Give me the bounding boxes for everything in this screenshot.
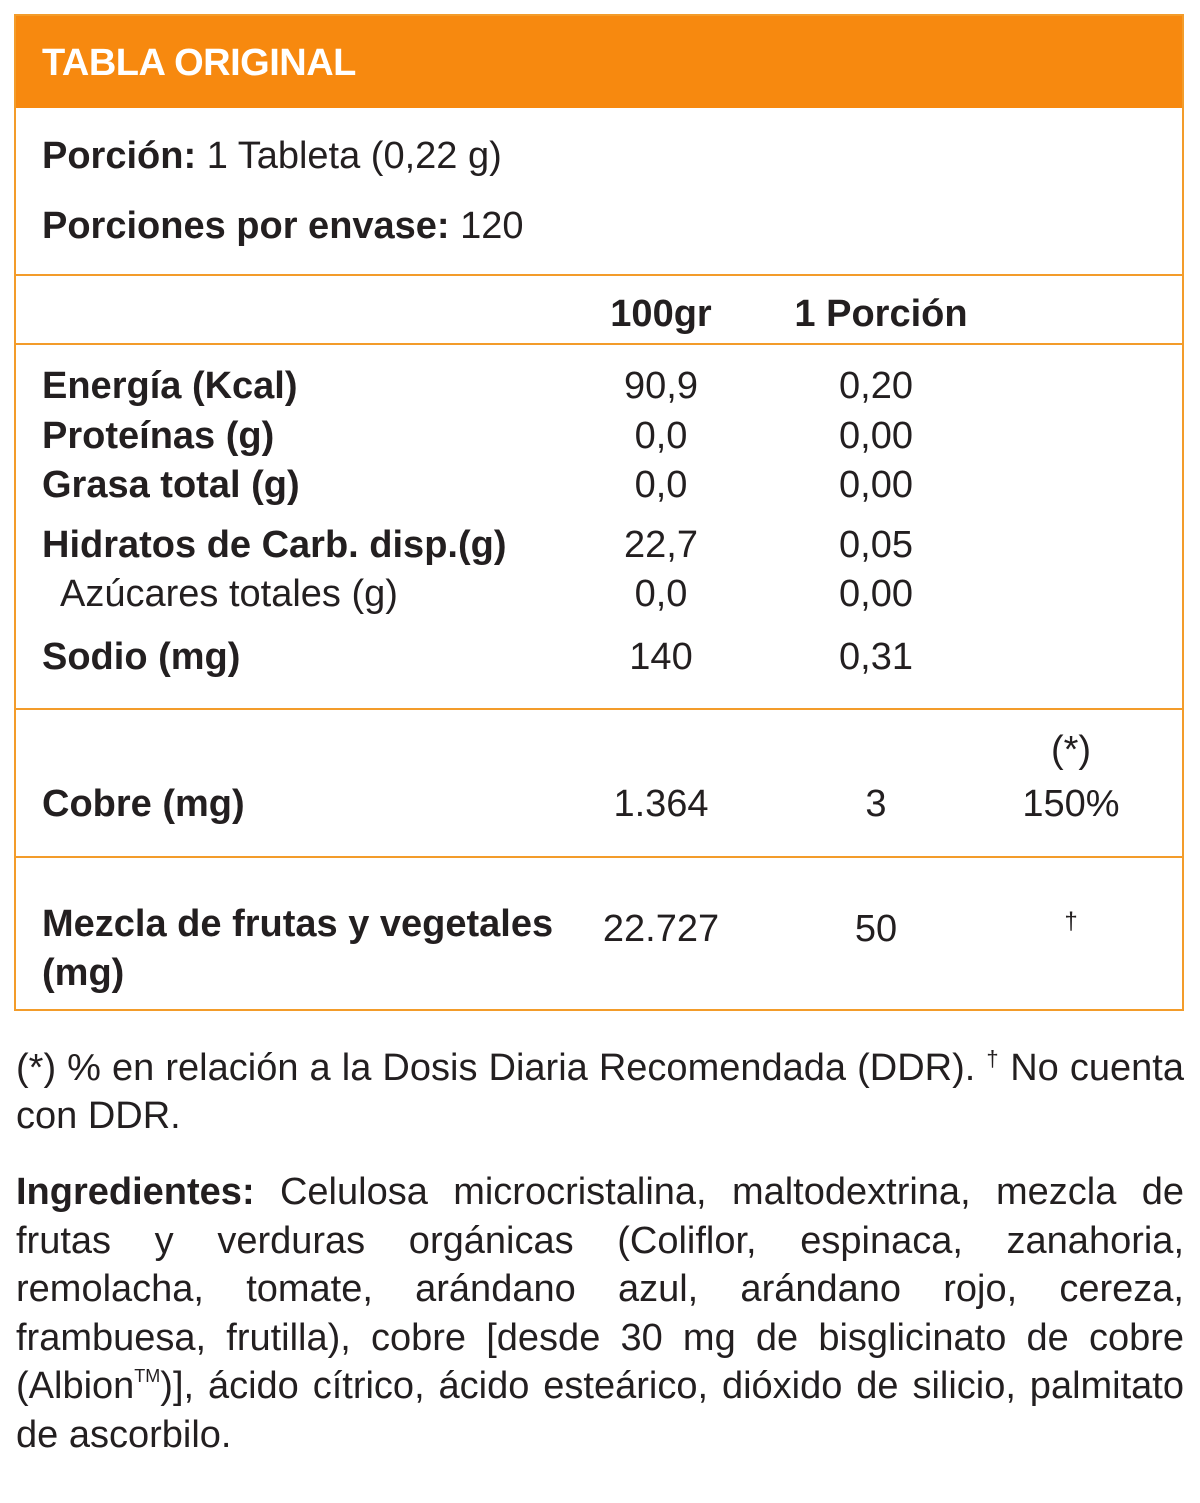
nutrient-per-100: 0,0 [634, 573, 688, 615]
nutrient-per-portion: 0,31 [839, 636, 913, 678]
mineral-ddr-percent: 150% [1022, 783, 1120, 825]
blend-per-100: 22.727 [602, 908, 720, 950]
nutrient-per-portion: 0,00 [839, 415, 913, 457]
divider [16, 343, 1182, 345]
servings-value: 120 [460, 205, 524, 247]
mineral-per-portion: 3 [865, 783, 887, 825]
nutrition-table [14, 14, 1184, 1011]
divider [16, 708, 1182, 710]
nutrient-per-100: 22,7 [624, 524, 698, 566]
servings-label: Porciones por envase: [42, 205, 450, 247]
nutrient-per-100: 0,0 [634, 464, 688, 506]
ingredients-text-1: Celulosa microcristalina, maltodextrina, mezcla de frutas y verduras orgánicas (Coliflor, espinaca, zanahoria, remolacha, tomate, arándano azul, arándano rojo, cereza, frambuesa, frutilla), cobre [desde 30 mg de bisglicinato de cobre (Albion [16, 1171, 1184, 1407]
ingredients-text-2: )], ácido cítrico, ácido esteárico, dióxido de silicio, palmitato de ascorbilo. [16, 1365, 1184, 1456]
footnote-text-2: No cuenta con DDR. [16, 1047, 1184, 1137]
nutrient-per-portion: 0,20 [839, 365, 913, 407]
blend-name-line2: (mg) [42, 952, 125, 994]
nutrient-per-portion: 0,05 [839, 524, 913, 566]
nutrient-per-portion: 0,00 [839, 464, 913, 506]
ingredients-label: Ingredientes: [16, 1171, 255, 1213]
nutrient-name: Sodio (mg) [42, 636, 241, 678]
ingredients-paragraph [16, 1168, 1184, 1459]
nutrient-name: Proteínas (g) [42, 415, 275, 457]
mineral-per-100: 1.364 [613, 783, 709, 825]
nutrient-name: Energía (Kcal) [42, 365, 298, 407]
nutrient-name: Azúcares totales (g) [60, 573, 398, 615]
portion-line [42, 134, 502, 178]
servings-line [42, 204, 524, 248]
blend-name-line1: Mezcla de frutas y vegetales [42, 903, 554, 945]
blend-per-portion: 50 [854, 908, 898, 950]
portion-value: 1 Tableta (0,22 g) [206, 135, 502, 177]
nutrient-per-100: 140 [629, 636, 693, 678]
column-header-100gr: 100gr [610, 293, 712, 335]
blend-ddr-dagger: † [1064, 908, 1078, 935]
portion-label: Porción: [42, 135, 197, 177]
nutrient-name: Grasa total (g) [42, 464, 300, 506]
footnote-text-1: (*) % en relación a la Dosis Diaria Recomendada (DDR). [16, 1047, 987, 1089]
nutrient-per-100: 90,9 [624, 365, 698, 407]
divider [16, 274, 1182, 276]
table-title: TABLA ORIGINAL [42, 42, 356, 84]
mineral-name: Cobre (mg) [42, 783, 245, 825]
footnote-dagger: † [986, 1046, 1000, 1071]
column-header-portion: 1 Porción [794, 293, 968, 335]
divider [16, 856, 1182, 858]
ddr-footnote-mark: (*) [1050, 729, 1092, 771]
nutrient-per-100: 0,0 [634, 415, 688, 457]
table-header-bar [16, 16, 1182, 108]
nutrient-name: Hidratos de Carb. disp.(g) [42, 524, 507, 566]
ddr-footnote [16, 1044, 1184, 1140]
trademark-mark: TM [134, 1366, 161, 1386]
nutrient-per-portion: 0,00 [839, 573, 913, 615]
